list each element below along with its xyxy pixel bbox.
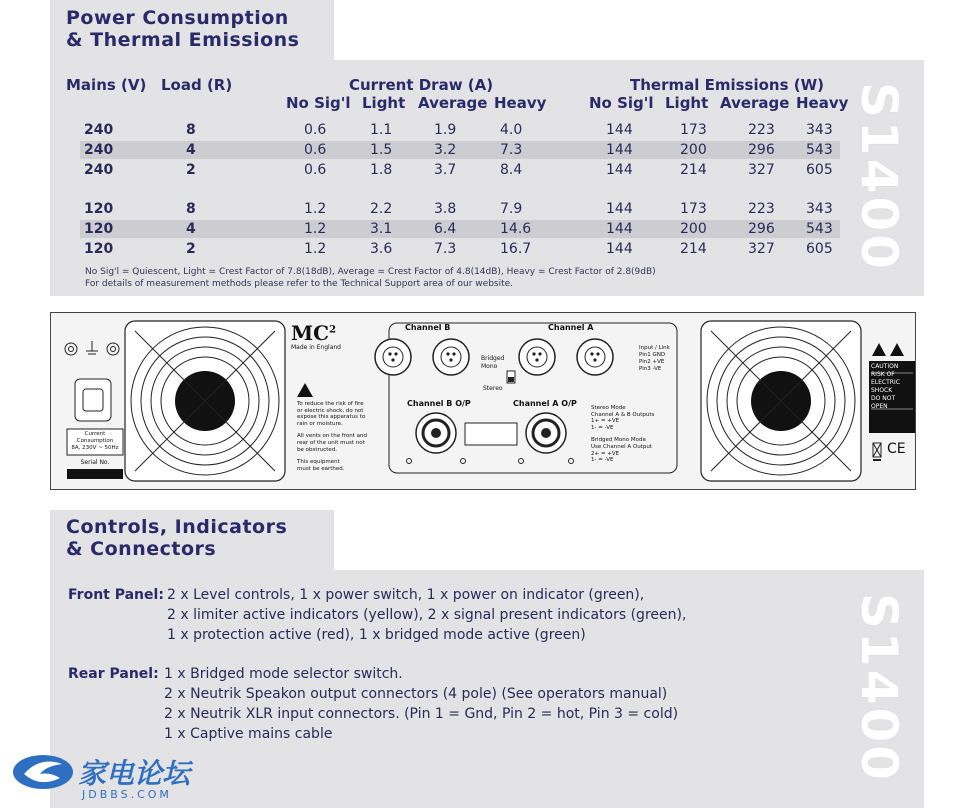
subheader-cell: Heavy xyxy=(796,94,849,112)
warning-line: or electric shock, do not xyxy=(297,407,364,414)
output-mode-legend xyxy=(591,405,654,464)
warning-line: To reduce the risk of fire xyxy=(297,401,364,407)
value-cell: 1.1 xyxy=(370,122,393,138)
watermark-text: 家电论坛 xyxy=(78,757,191,790)
value-cell: 7.3 xyxy=(500,142,523,158)
front-panel-line: 1 x protection active (red), 1 x bridged mode active (green) xyxy=(167,627,586,643)
value-cell: 3.1 xyxy=(370,221,393,237)
caution-line: SHOCK xyxy=(871,387,893,394)
input-link-line: Input / Link xyxy=(639,345,670,351)
output-mode-line: Use Channel A Output xyxy=(591,443,652,450)
load-cell: 2 xyxy=(186,241,196,257)
controls-title-line1: Controls, Indicators xyxy=(66,516,288,538)
channel-a-op-label: Channel A O/P xyxy=(513,399,577,408)
value-cell: 173 xyxy=(680,201,707,217)
subheader-cell: No Sig'l xyxy=(589,94,654,112)
warning-line: This equipment xyxy=(297,459,340,466)
value-cell: 1.9 xyxy=(434,122,457,138)
value-cell: 1.2 xyxy=(304,221,327,237)
fan-left-icon xyxy=(125,321,285,481)
consumption-line: 8A, 230V ~ 50Hz xyxy=(71,445,119,451)
load-cell: 8 xyxy=(186,122,196,138)
output-mode-line: 2+ = +VE xyxy=(591,450,620,457)
consumption-label xyxy=(67,431,123,452)
rear-panel-line: 2 x Neutrik Speakon output connectors (4 pole) (See operators manual) xyxy=(164,686,668,702)
consumption-line: Consumption xyxy=(76,438,114,444)
value-cell: 327 xyxy=(748,241,775,257)
mains-cell: 120 xyxy=(84,201,114,217)
input-link-legend xyxy=(639,345,670,373)
value-cell: 605 xyxy=(806,241,833,257)
value-cell: 605 xyxy=(806,162,833,178)
subheader-cell: Light xyxy=(665,94,709,112)
value-cell: 0.6 xyxy=(304,162,327,178)
watermark-logo-icon xyxy=(10,752,76,792)
front-panel-line: 2 x Level controls, 1 x power switch, 1 x power on indicator (green), xyxy=(167,587,645,603)
value-cell: 543 xyxy=(806,142,833,158)
watermark-url: JDBBS.COM xyxy=(82,788,172,801)
logo-text: MC xyxy=(291,321,330,345)
warning-triangle-icon xyxy=(297,383,313,397)
value-cell: 16.7 xyxy=(500,241,532,257)
caution-line: RISK OF xyxy=(871,371,895,378)
xlr-connector-icon xyxy=(519,339,613,375)
caution-line: DO NOT xyxy=(871,395,896,402)
warning-line: expose this apparatus to xyxy=(297,414,366,421)
fan-right-icon xyxy=(701,321,861,481)
value-cell: 3.6 xyxy=(370,241,393,257)
caution-line: ELECTRIC xyxy=(871,379,900,386)
brand-logo xyxy=(291,321,336,345)
value-cell: 3.2 xyxy=(434,142,457,158)
controls-model-vertical xyxy=(848,572,910,804)
warning-text xyxy=(297,401,367,472)
warning-line: All vents on the front and xyxy=(297,433,368,440)
value-cell: 1.2 xyxy=(304,201,327,217)
value-cell: 343 xyxy=(806,201,833,217)
value-cell: 3.8 xyxy=(434,201,457,217)
output-mode-line: Channel A & B Outputs xyxy=(591,411,655,418)
caution-line: CAUTION xyxy=(871,363,899,370)
value-cell: 144 xyxy=(606,241,633,257)
value-cell: 7.3 xyxy=(434,241,457,257)
ce-mark: CE xyxy=(887,441,906,457)
rear-panel-line: 1 x Bridged mode selector switch. xyxy=(164,666,403,682)
output-mode-line: 1+ = +VE xyxy=(591,418,620,425)
serial-label: Serial No. xyxy=(80,459,110,466)
serial-box xyxy=(67,469,123,479)
consumption-line: Current xyxy=(84,431,106,437)
output-mode-line: 1- = -VE xyxy=(591,424,614,431)
value-cell: 14.6 xyxy=(500,221,532,237)
value-cell: 343 xyxy=(806,122,833,138)
front-panel-label: Front Panel: xyxy=(68,587,164,603)
value-cell: 144 xyxy=(606,142,633,158)
table-row xyxy=(80,121,840,139)
value-cell: 543 xyxy=(806,221,833,237)
value-cell: 144 xyxy=(606,201,633,217)
warning-triangle-icon xyxy=(872,343,886,356)
channel-b-op-label: Channel B O/P xyxy=(407,399,471,408)
table-row xyxy=(80,200,840,218)
rear-panel-line: 1 x Captive mains cable xyxy=(164,726,333,742)
rear-panel-drawing xyxy=(51,313,917,491)
value-cell: 144 xyxy=(606,162,633,178)
value-cell: 200 xyxy=(680,221,707,237)
input-link-line: Pin1 GND xyxy=(639,352,666,358)
value-cell: 173 xyxy=(680,122,707,138)
header-current-group: Current Draw (A) xyxy=(349,76,494,94)
mains-cell: 120 xyxy=(84,241,114,257)
controls-model-text: S1400 xyxy=(850,592,909,784)
value-cell: 3.7 xyxy=(434,162,457,178)
channel-a-label: Channel A xyxy=(548,323,594,332)
mains-cell: 240 xyxy=(84,162,114,178)
value-cell: 4.0 xyxy=(500,122,523,138)
header-load: Load (R) xyxy=(161,76,233,94)
amplifier-rear-panel xyxy=(50,312,916,490)
warning-line: rear of the unit must not xyxy=(297,439,365,446)
table-row xyxy=(80,161,840,179)
value-cell: 214 xyxy=(680,241,707,257)
table-row xyxy=(80,240,840,258)
mains-inlet xyxy=(75,379,111,421)
value-cell: 214 xyxy=(680,162,707,178)
load-cell: 8 xyxy=(186,201,196,217)
made-in-label: Made in England xyxy=(291,344,341,351)
stereo-label: Stereo xyxy=(483,385,503,392)
value-cell: 144 xyxy=(606,221,633,237)
value-cell: 296 xyxy=(748,142,775,158)
input-link-line: Pin3 -VE xyxy=(639,366,662,372)
warning-line: be obstructed. xyxy=(297,446,338,453)
rear-panel-line: 2 x Neutrik XLR input connectors. (Pin 1 = Gnd, Pin 2 = hot, Pin 3 = cold) xyxy=(164,706,679,722)
power-title-line2: & Thermal Emissions xyxy=(66,29,300,51)
rear-panel-label: Rear Panel: xyxy=(68,666,159,682)
header-mains: Mains (V) xyxy=(66,76,147,94)
load-cell: 2 xyxy=(186,162,196,178)
value-cell: 1.5 xyxy=(370,142,393,158)
output-mode-line: 1- = -VE xyxy=(591,457,614,464)
mains-cell: 240 xyxy=(84,122,114,138)
load-cell: 4 xyxy=(186,142,196,158)
mains-cell: 240 xyxy=(84,142,114,158)
power-model-text: S1400 xyxy=(850,81,909,273)
value-cell: 0.6 xyxy=(304,122,327,138)
warning-line: must be earthed. xyxy=(297,465,345,472)
ground-terminal-icon xyxy=(65,341,119,355)
value-cell: 8.4 xyxy=(500,162,523,178)
input-link-line: Pin2 +VE xyxy=(639,359,665,365)
value-cell: 1.8 xyxy=(370,162,393,178)
value-cell: 296 xyxy=(748,221,775,237)
warning-triangle-icon xyxy=(890,343,904,356)
power-model-vertical xyxy=(848,62,910,292)
output-mode-line: Stereo Mode xyxy=(591,405,626,411)
value-cell: 327 xyxy=(748,162,775,178)
table-row xyxy=(80,220,840,238)
subheader-cell: No Sig'l xyxy=(286,94,351,112)
output-mode-line: Bridged Mono Mode xyxy=(591,437,646,444)
caution-text xyxy=(871,363,913,411)
front-panel-line: 2 x limiter active indicators (yellow), 2 x signal present indicators (green), xyxy=(167,607,687,623)
value-cell: 0.6 xyxy=(304,142,327,158)
value-cell: 223 xyxy=(748,201,775,217)
subheader-cell: Heavy xyxy=(494,94,547,112)
value-cell: 1.2 xyxy=(304,241,327,257)
value-cell: 144 xyxy=(606,122,633,138)
value-cell: 223 xyxy=(748,122,775,138)
channel-b-label: Channel B xyxy=(405,323,451,332)
subheader-cell: Light xyxy=(362,94,406,112)
mains-cell: 120 xyxy=(84,221,114,237)
value-cell: 6.4 xyxy=(434,221,457,237)
controls-section-title xyxy=(66,516,287,560)
value-cell: 7.9 xyxy=(500,201,523,217)
table-row xyxy=(80,141,840,159)
bridged-mono-label: Bridged Mono xyxy=(481,355,505,370)
xlr-connector-icon xyxy=(375,339,469,375)
warning-line: rain or moisture. xyxy=(297,420,343,427)
value-cell: 2.2 xyxy=(370,201,393,217)
table-footnote-2: For details of measurement methods please refer to the Technical Support area of our website. xyxy=(85,279,514,289)
table-footnote-1: No Sig'l = Quiescent, Light = Crest Factor of 7.8(18dB), Average = Crest Factor of 4.8(14dB), Heavy = Crest Factor of 2.8(9dB) xyxy=(85,267,656,277)
load-cell: 4 xyxy=(186,221,196,237)
subheader-cell: Average xyxy=(418,94,488,112)
watermark xyxy=(6,748,206,804)
power-title-line1: Power Consumption xyxy=(66,7,289,29)
power-section-title xyxy=(66,7,299,51)
value-cell: 200 xyxy=(680,142,707,158)
caution-line: OPEN xyxy=(871,403,888,410)
header-thermal-group: Thermal Emissions (W) xyxy=(630,76,825,94)
logo-sup: 2 xyxy=(329,324,337,336)
controls-title-line2: & Connectors xyxy=(66,538,217,560)
subheader-cell: Average xyxy=(720,94,790,112)
